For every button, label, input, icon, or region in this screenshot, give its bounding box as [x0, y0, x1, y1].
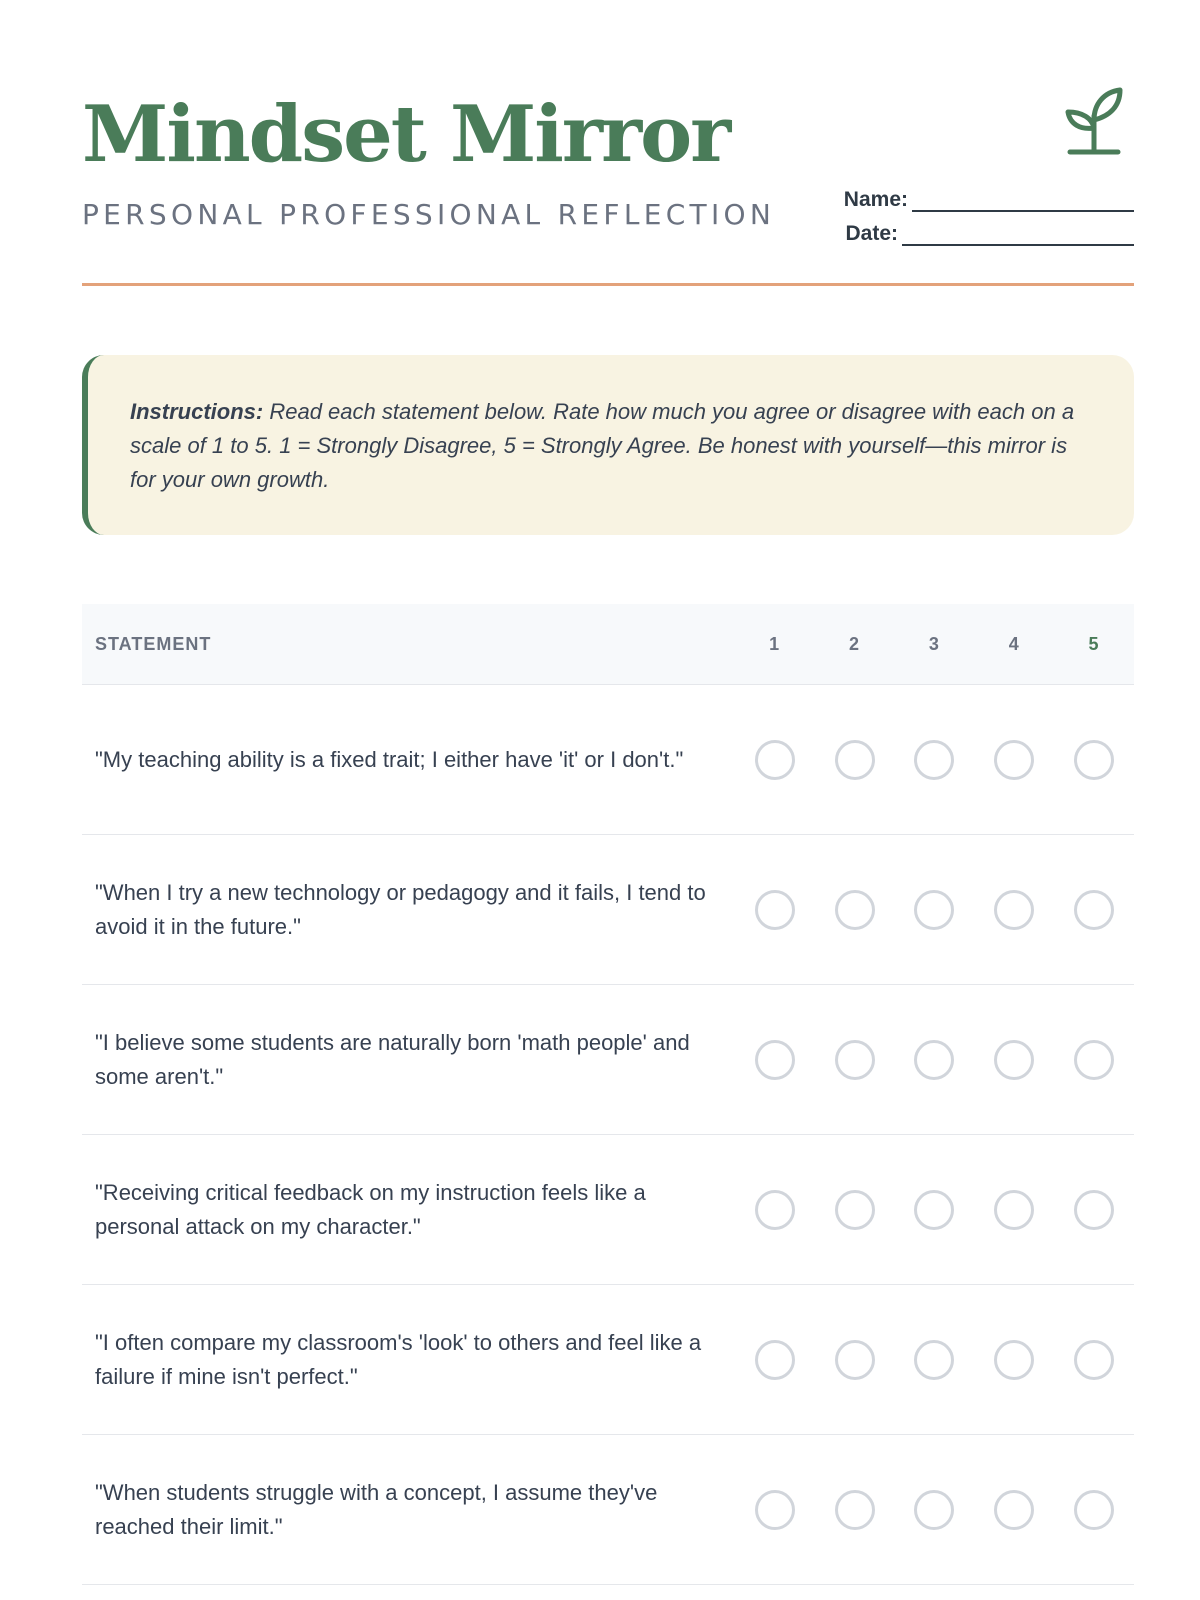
- instructions-box: [82, 355, 1134, 535]
- rating-radio-5[interactable]: [1074, 1190, 1114, 1230]
- rating-radio-3[interactable]: [914, 1040, 954, 1080]
- rating-radio-4[interactable]: [994, 740, 1034, 780]
- rating-radio-5[interactable]: [1074, 1490, 1114, 1530]
- table-row: [82, 685, 1134, 835]
- table-header: [82, 604, 1134, 685]
- rating-radio-3[interactable]: [914, 1190, 954, 1230]
- page-title: Mindset Mirror: [82, 89, 730, 180]
- rating-table: [82, 604, 1134, 1585]
- name-field-row: [834, 178, 1134, 212]
- statement-text: "When students struggle with a concept, I assume they've reached their limit.": [95, 1479, 658, 1539]
- header-divider: [82, 283, 1134, 286]
- rating-radio-2[interactable]: [835, 890, 875, 930]
- header-scale-1: 1: [769, 633, 781, 654]
- rating-radio-4[interactable]: [994, 1340, 1034, 1380]
- rating-radio-3[interactable]: [914, 1490, 954, 1530]
- header-scale-3: 3: [928, 633, 940, 654]
- table-row: [82, 835, 1134, 985]
- rating-radio-4[interactable]: [994, 1490, 1034, 1530]
- instructions-text: Read each statement below. Rate how much you agree or disagree with each on a scale of 1 to 5. 1 = Strongly Disagree, 5 = Strongly Agree. Be honest with yourself—this mirror is for your own growth.: [130, 399, 1075, 492]
- table-row: [82, 985, 1134, 1135]
- rating-radio-2[interactable]: [835, 1190, 875, 1230]
- table-row: [82, 1285, 1134, 1435]
- date-input-line[interactable]: [902, 226, 1134, 246]
- table-row: [82, 1435, 1134, 1585]
- date-field-row: [834, 212, 1134, 246]
- header: [82, 0, 1134, 286]
- worksheet-page: [82, 0, 1134, 1600]
- rating-radio-1[interactable]: [755, 740, 795, 780]
- rating-radio-5[interactable]: [1074, 740, 1114, 780]
- rating-radio-2[interactable]: [835, 1340, 875, 1380]
- header-scale-5: 5: [1088, 633, 1100, 654]
- rating-radio-5[interactable]: [1074, 1340, 1114, 1380]
- rating-radio-3[interactable]: [914, 1340, 954, 1380]
- name-input-line[interactable]: [912, 192, 1134, 212]
- header-scale-4: 4: [1008, 633, 1020, 654]
- rating-radio-4[interactable]: [994, 1040, 1034, 1080]
- statement-text: "I believe some students are naturally born 'math people' and some aren't.": [95, 1029, 690, 1089]
- page-subtitle: PERSONAL PROFESSIONAL REFLECTION: [82, 198, 776, 231]
- seedling-icon: [1062, 86, 1126, 158]
- table-row: [82, 1135, 1134, 1285]
- rating-radio-4[interactable]: [994, 1190, 1034, 1230]
- rating-radio-3[interactable]: [914, 740, 954, 780]
- instructions-lead: Instructions:: [130, 399, 264, 424]
- name-date-fields: [834, 178, 1134, 246]
- rating-radio-1[interactable]: [755, 1490, 795, 1530]
- name-label: Name:: [843, 188, 908, 211]
- statement-text: "Receiving critical feedback on my instruction feels like a personal attack on my character.": [95, 1179, 646, 1239]
- rating-radio-4[interactable]: [994, 890, 1034, 930]
- statement-text: "My teaching ability is a fixed trait; I either have 'it' or I don't.": [95, 746, 684, 772]
- statement-text: "When I try a new technology or pedagogy and it fails, I tend to avoid it in the future.": [95, 879, 706, 939]
- rating-radio-1[interactable]: [755, 890, 795, 930]
- header-scale-2: 2: [849, 633, 861, 654]
- rating-radio-5[interactable]: [1074, 1040, 1114, 1080]
- rating-radio-3[interactable]: [914, 890, 954, 930]
- rating-radio-2[interactable]: [835, 740, 875, 780]
- rating-radio-1[interactable]: [755, 1190, 795, 1230]
- rating-radio-2[interactable]: [835, 1490, 875, 1530]
- rating-radio-1[interactable]: [755, 1340, 795, 1380]
- rating-radio-1[interactable]: [755, 1040, 795, 1080]
- statement-text: "I often compare my classroom's 'look' to others and feel like a failure if mine isn't perfect.": [95, 1329, 702, 1389]
- rating-radio-2[interactable]: [835, 1040, 875, 1080]
- rating-radio-5[interactable]: [1074, 890, 1114, 930]
- date-label: Date:: [845, 222, 898, 245]
- header-statement: STATEMENT: [95, 633, 212, 654]
